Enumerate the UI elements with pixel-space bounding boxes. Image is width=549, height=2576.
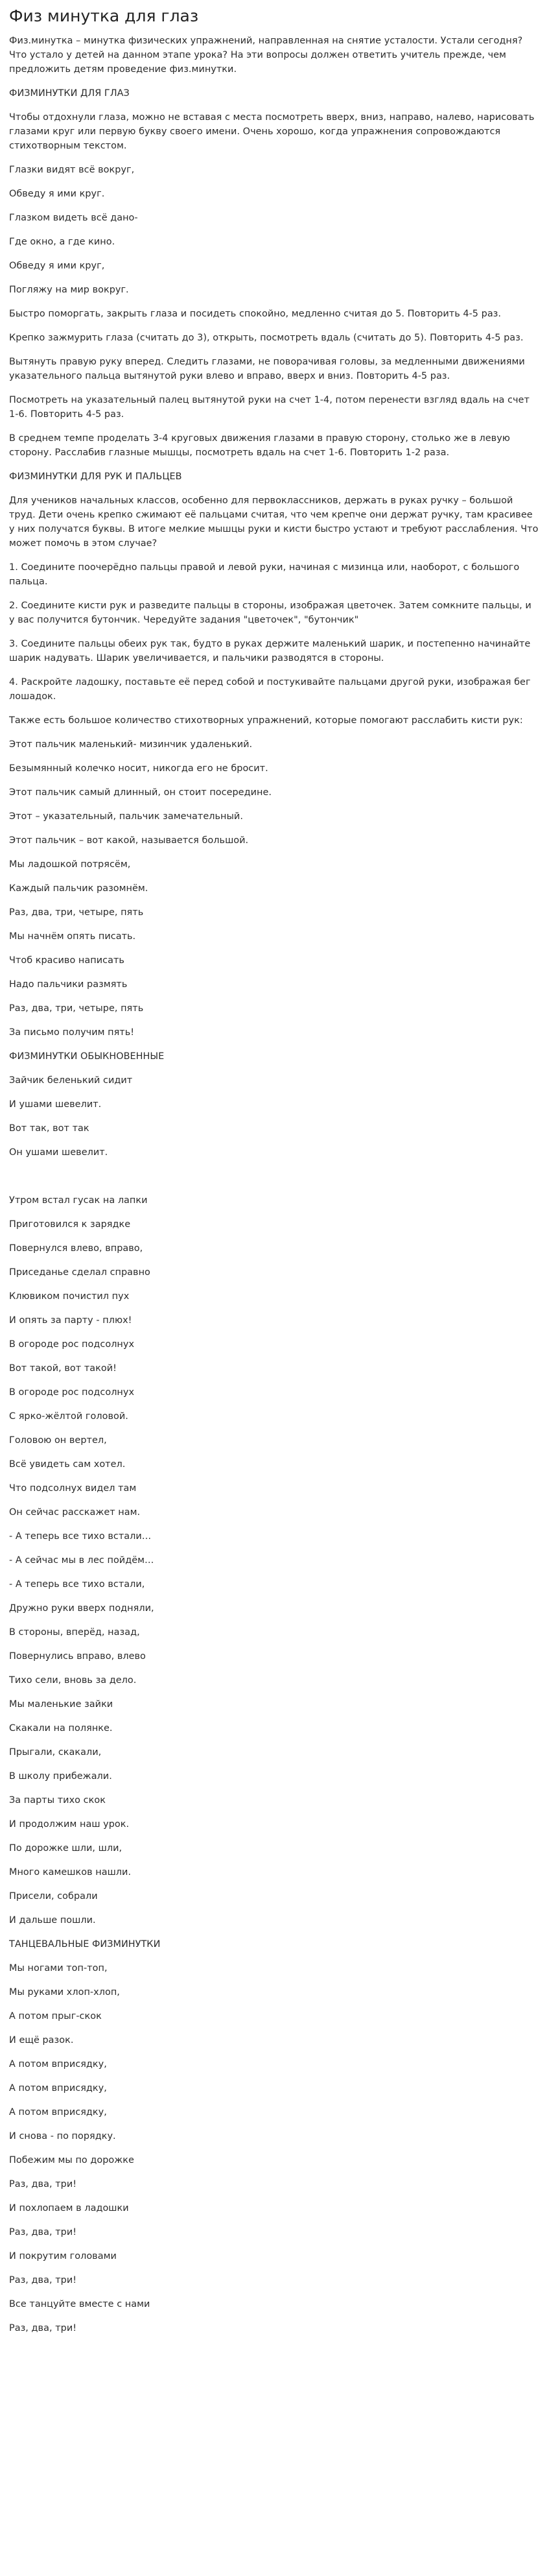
page-title: Физ минутка для глаз (9, 6, 199, 25)
paragraph: И продолжим наш урок. (9, 1819, 130, 1830)
paragraph: Приготовился к зарядке (9, 1219, 131, 1230)
paragraph: Головою он вертел, (9, 1435, 107, 1446)
paragraph: Безымянный колечко носит, никогда его не бросит. (9, 763, 268, 774)
paragraph: Мы начнём опять писать. (9, 931, 136, 942)
paragraph: И похлопаем в ладошки (9, 2203, 129, 2213)
paragraph: За письмо получим пять! (9, 1027, 135, 1038)
paragraph: Раз, два, три! (9, 2323, 77, 2333)
paragraph: Раз, два, три! (9, 2179, 77, 2189)
paragraph: Повернулся влево, вправо, (9, 1243, 143, 1254)
paragraph: Обведу я ими круг. (9, 189, 105, 199)
section-heading: ФИЗМИНУТКИ ДЛЯ РУК И ПАЛЬЦЕВ (9, 471, 182, 482)
paragraph: А потом вприсядку, (9, 2059, 107, 2069)
paragraph: Он ушами шевелит. (9, 1147, 108, 1158)
paragraph: 2. Соедините кисти рук и разведите пальцы в стороны, изображая цветочек. Затем сомкните пальцы, и у вас получится бутончик. Чередуйте задания "цветочек", "бутончик" (9, 601, 531, 625)
paragraph: И снова - по порядку. (9, 2131, 116, 2141)
paragraph: Чтобы отдохнули глаза, можно не вставая с места посмотреть вверх, вниз, направо, налево, нарисовать глазами круг или первую букву своего имени. Очень хорошо, когда упражнения сопровождаются стихотворным текстом. (9, 112, 535, 151)
section-heading: ТАНЦЕВАЛЬНЫЕ ФИЗМИНУТКИ (9, 1939, 161, 1950)
paragraph: Побежим мы по дорожке (9, 2155, 134, 2165)
paragraph: Вот так, вот так (9, 1123, 89, 1134)
paragraph: - А сейчас мы в лес пойдём… (9, 1555, 154, 1566)
paragraph: Раз, два, три, четыре, пять (9, 1003, 144, 1014)
article-body (9, 34, 540, 2335)
paragraph: По дорожке шли, шли, (9, 1843, 123, 1854)
paragraph: И опять за парту - плюх! (9, 1315, 132, 1326)
paragraph: В среднем темпе проделать 3-4 круговых движения глазами в правую сторону, столько же в левую сторону. Расслабив глазные мышцы, посмотреть вдаль на счет 1-6. Повторить 1-2 раза. (9, 433, 510, 458)
paragraph: И ушами шевелит. (9, 1099, 102, 1110)
paragraph: А потом прыг-скок (9, 2011, 102, 2021)
section-heading: ФИЗМИНУТКИ ОБЫКНОВЕННЫЕ (9, 1051, 165, 1062)
section-heading: ФИЗМИНУТКИ ДЛЯ ГЛАЗ (9, 88, 130, 99)
paragraph: Этот – указательный, пальчик замечательный. (9, 811, 243, 822)
paragraph: Прыгали, скакали, (9, 1747, 102, 1758)
blank-line (9, 1169, 540, 1184)
paragraph: И покрутим головами (9, 2251, 117, 2261)
paragraph: Много камешков нашли. (9, 1867, 132, 1878)
paragraph: Раз, два, три, четыре, пять (9, 907, 144, 918)
paragraph: Дружно руки вверх подняли, (9, 1603, 154, 1614)
paragraph: Все танцуйте вместе с нами (9, 2299, 150, 2309)
paragraph: Глазки видят всё вокруг, (9, 165, 135, 175)
paragraph: И дальше пошли. (9, 1915, 96, 1926)
paragraph: Этот пальчик самый длинный, он стоит посередине. (9, 787, 272, 798)
paragraph: Этот пальчик маленький- мизинчик удаленький. (9, 739, 253, 750)
paragraph: Раз, два, три! (9, 2275, 77, 2285)
paragraph: Надо пальчики размять (9, 979, 128, 990)
paragraph: В школу прибежали. (9, 1771, 112, 1782)
paragraph: Мы руками хлоп-хлоп, (9, 1987, 120, 1998)
paragraph: Физ.минутка – минутка физических упражнений, направленная на снятие усталости. Устали сегодня? Что устало у детей на данном этапе урока? На эти вопросы должен ответить учитель прежде, чем предложить детям проведение физ.минутки. (9, 36, 523, 75)
paragraph: Повернулись вправо, влево (9, 1651, 146, 1662)
paragraph: Чтоб красиво написать (9, 955, 124, 966)
paragraph: Зайчик беленький сидит (9, 1075, 133, 1086)
paragraph: А потом вприсядку, (9, 2107, 107, 2117)
paragraph: - А теперь все тихо встали, (9, 1579, 145, 1590)
paragraph: И ещё разок. (9, 2035, 74, 2045)
paragraph: С ярко-жёлтой головой. (9, 1411, 128, 1422)
paragraph: Обведу я ими круг, (9, 261, 105, 271)
paragraph: Глазком видеть всё дано- (9, 213, 138, 223)
paragraph: Где окно, а где кино. (9, 237, 115, 247)
paragraph: Что подсолнух видел там (9, 1483, 137, 1494)
paragraph: В огороде рос подсолнух (9, 1339, 135, 1350)
paragraph: 1. Соедините поочерёдно пальцы правой и левой руки, начиная с мизинца или, наоборот, с большого пальца. (9, 562, 520, 587)
paragraph: Вот такой, вот такой! (9, 1363, 117, 1374)
paragraph: Мы ладошкой потрясём, (9, 859, 131, 870)
paragraph: В стороны, вперёд, назад, (9, 1627, 140, 1638)
paragraph: 3. Соедините пальцы обеих рук так, будто в руках держите маленький шарик, и постепенно начинайте шарик надувать. Шарик увеличивается, и пальчики разводятся в стороны. (9, 639, 531, 663)
paragraph: Мы ногами топ-топ, (9, 1963, 108, 1974)
paragraph: Присели, собрали (9, 1891, 98, 1902)
paragraph: - А теперь все тихо встали… (9, 1531, 152, 1542)
paragraph: 4. Раскройте ладошку, поставьте её перед собой и постукивайте пальцами другой руки, изображая бег лошадок. (9, 677, 531, 702)
paragraph: В огороде рос подсолнух (9, 1387, 135, 1398)
paragraph: Вытянуть правую руку вперед. Следить глазами, не поворачивая головы, за медленными движениями указательного пальца вытянутой руки влево и вправо, вверх и вниз. Повторить 4-5 раз. (9, 357, 525, 381)
paragraph: Приседанье сделал справно (9, 1267, 150, 1278)
paragraph: Утром встал гусак на лапки (9, 1195, 148, 1206)
paragraph: Для учеников начальных классов, особенно для первоклассников, держать в руках ручку – большой труд. Дети очень крепко сжимают её пальцами считая, что чем крепче они держат ручку, там красивее у них получатся буквы. В итоге мелкие мышцы руки и кисти быстро устают и требуют расслабления. Что может помочь в этом случае? (9, 495, 539, 549)
paragraph: Каждый пальчик разомнём. (9, 883, 148, 894)
paragraph: Мы маленькие зайки (9, 1699, 113, 1710)
paragraph: Также есть большое количество стихотворных упражнений, которые помогают расслабить кисти рук: (9, 715, 523, 726)
paragraph: Быстро поморгать, закрыть глаза и посидеть спокойно, медленно считая до 5. Повторить 4-5 раз. (9, 309, 502, 319)
paragraph: Клювиком почистил пух (9, 1291, 130, 1302)
paragraph: Раз, два, три! (9, 2227, 77, 2237)
paragraph: Скакали на полянке. (9, 1723, 113, 1734)
paragraph: Тихо сели, вновь за дело. (9, 1675, 137, 1686)
paragraph: Этот пальчик – вот какой, называется большой. (9, 835, 249, 846)
paragraph: Он сейчас расскажет нам. (9, 1507, 141, 1518)
paragraph: Всё увидеть сам хотел. (9, 1459, 126, 1470)
paragraph: За парты тихо скок (9, 1795, 106, 1806)
paragraph: Крепко зажмурить глаза (считать до 3), открыть, посмотреть вдаль (считать до 5). Повторить 4-5 раз. (9, 333, 524, 343)
paragraph: А потом вприсядку, (9, 2083, 107, 2093)
paragraph: Погляжу на мир вокруг. (9, 285, 129, 295)
paragraph: Посмотреть на указательный палец вытянутой руки на счет 1-4, потом перенести взгляд вдаль на счет 1-6. Повторить 4-5 раз. (9, 395, 530, 420)
